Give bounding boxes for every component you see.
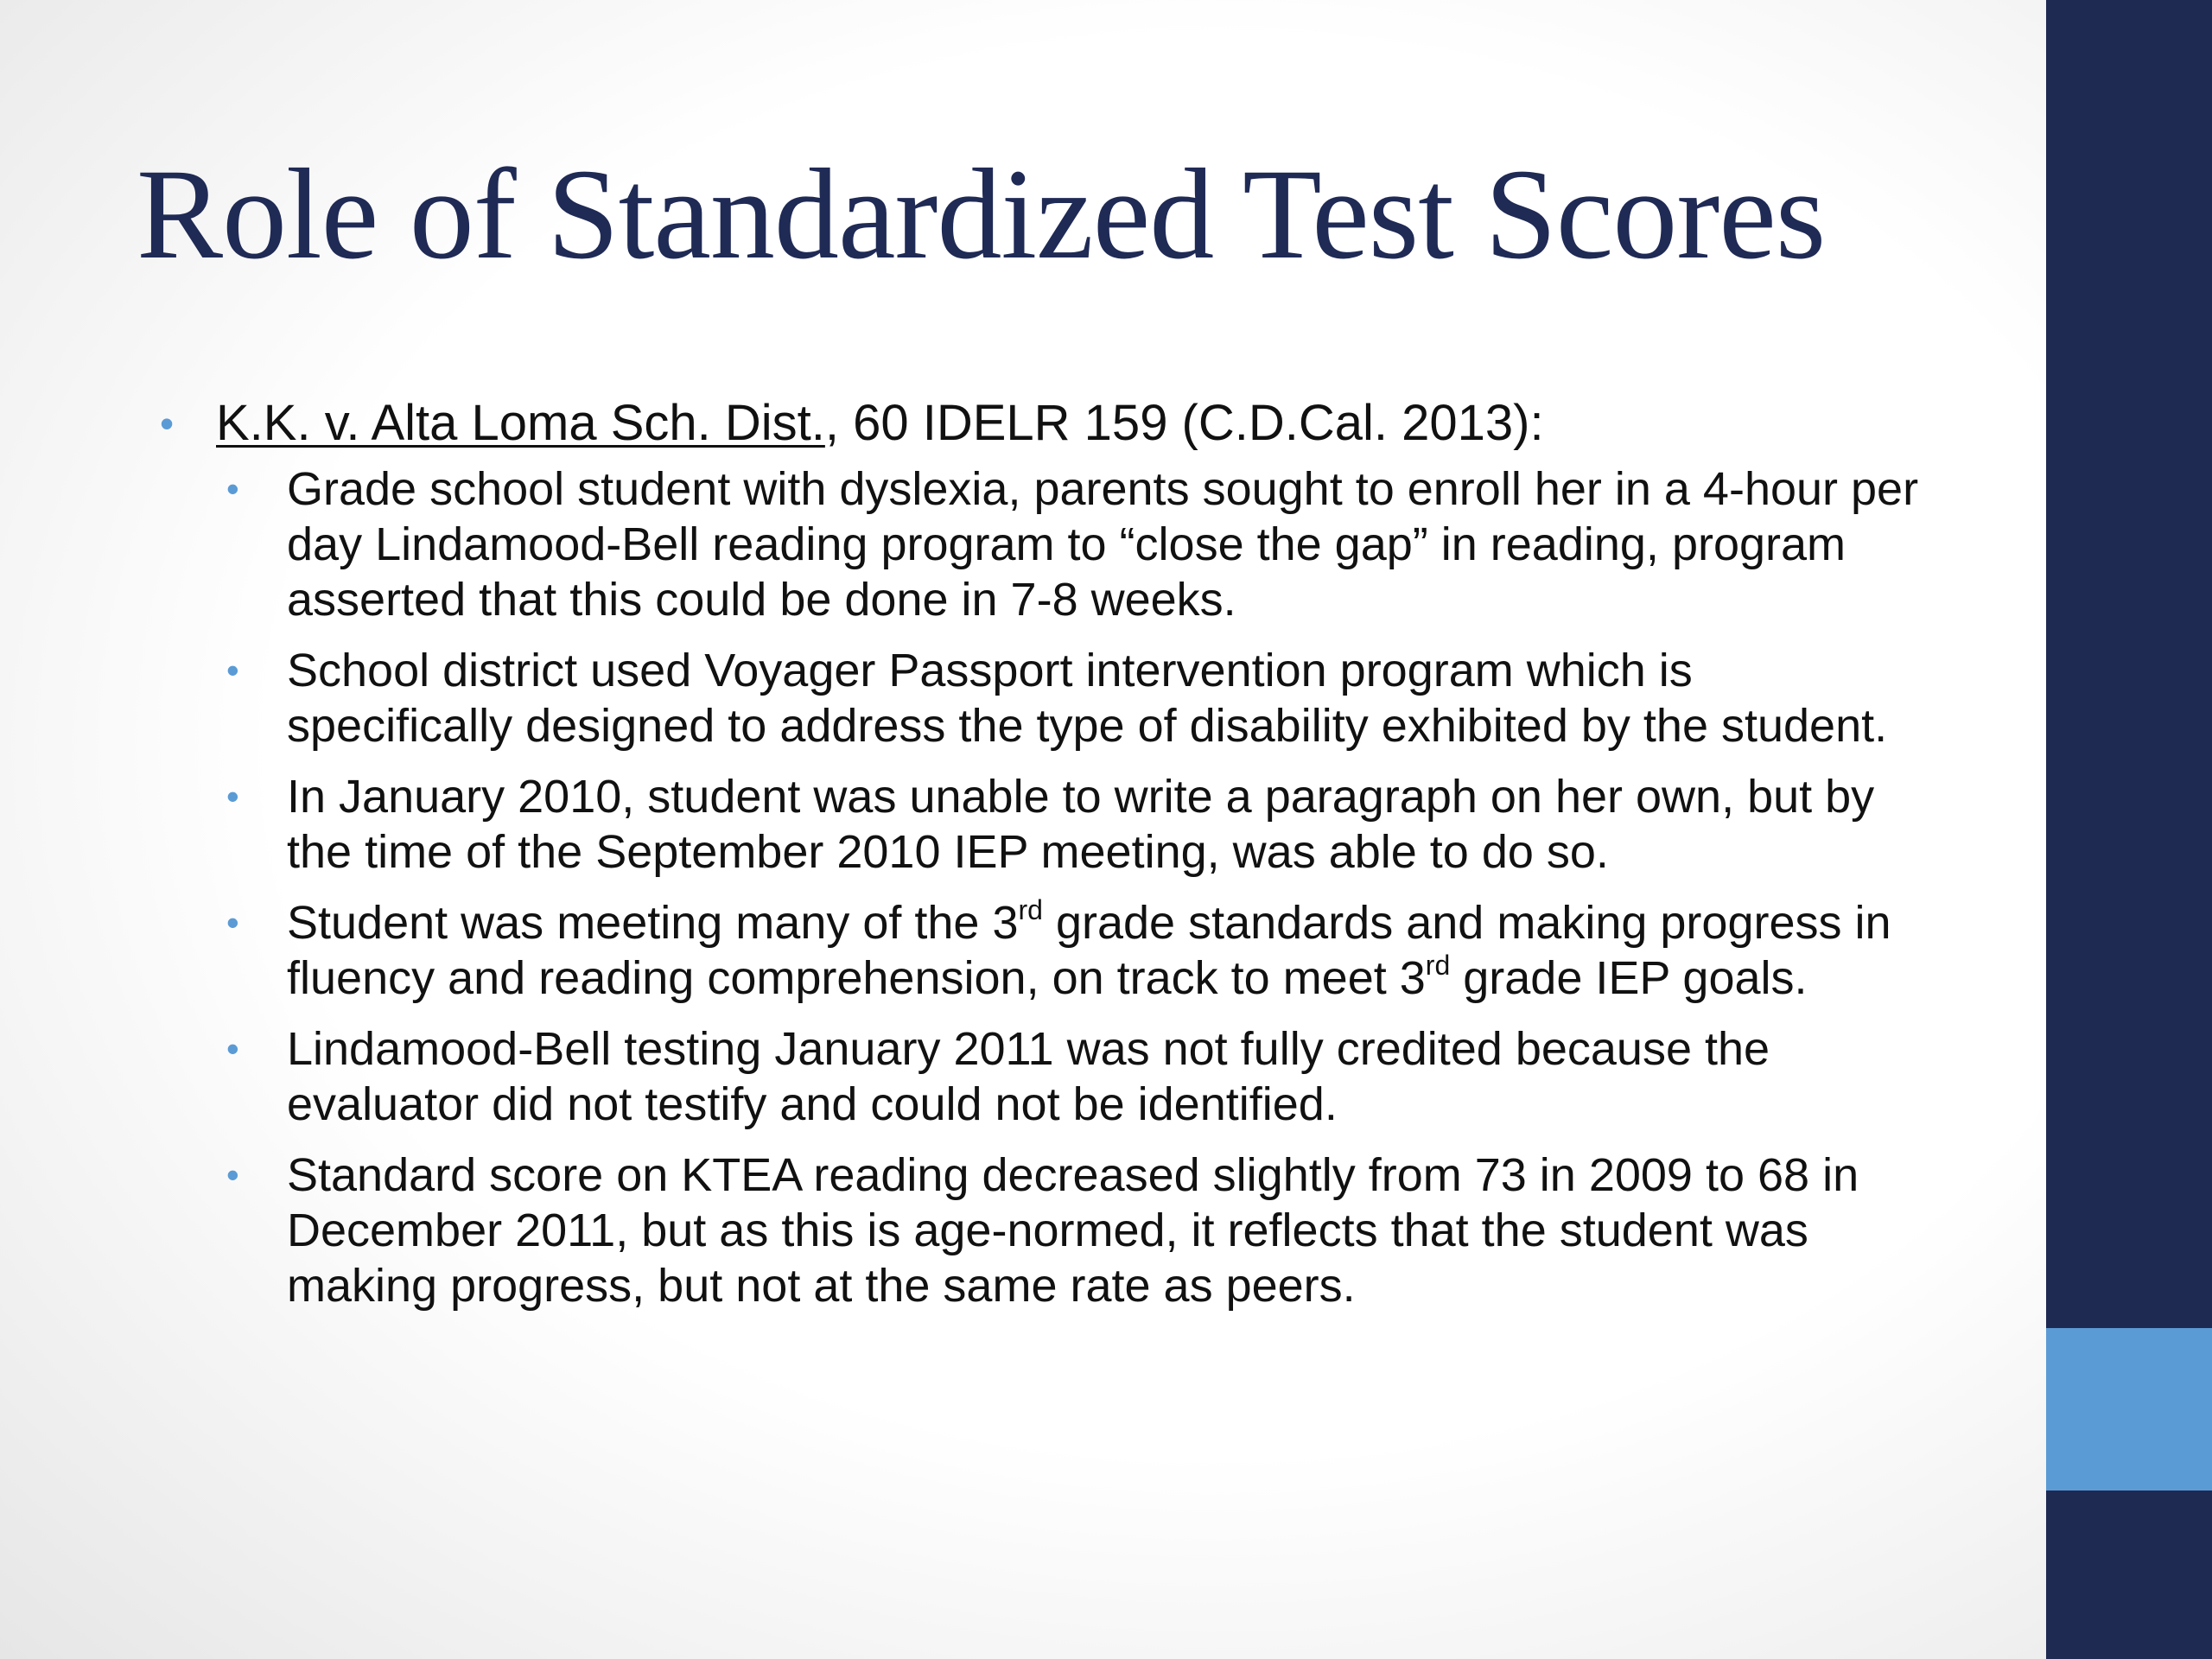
sub-bullet-text-part3: grade IEP goals. — [1450, 952, 1808, 1004]
sub-bullet-text-part2: grade standards and making progress in fluency and reading comprehension, on track to meet 3 — [287, 897, 1891, 1004]
bullet-icon: • — [226, 902, 239, 943]
sub-bullet-text: Lindamood-Bell testing January 2011 was not fully credited because the evaluator did not testify and could not be identified. — [287, 1023, 1770, 1130]
slide-title: Role of Standardized Test Scores — [137, 143, 1826, 286]
sub-bullet-list — [156, 461, 1936, 1313]
sub-bullet-2 — [226, 643, 1929, 753]
slide-content — [156, 389, 1936, 1313]
sub-bullet-text: In January 2010, student was unable to write a paragraph on her own, but by the time of the September 2010 IEP meeting, was able to do so. — [287, 771, 1875, 878]
bullet-icon: • — [226, 1028, 239, 1069]
sub-bullet-6 — [226, 1147, 1929, 1313]
bullet-icon: • — [226, 650, 239, 690]
superscript-ordinal: rd — [1425, 950, 1451, 981]
sub-bullet-3 — [226, 769, 1929, 880]
case-name: K.K. v. Alta Loma Sch. Dist. — [216, 395, 825, 451]
sub-bullet-5 — [226, 1021, 1929, 1132]
bullet-icon: • — [226, 776, 239, 817]
sub-bullet-1 — [226, 461, 1929, 627]
sub-bullet-text-part1: Student was meeting many of the 3 — [287, 897, 1019, 949]
superscript-ordinal: rd — [1018, 894, 1043, 925]
side-accent-block — [2046, 1328, 2212, 1491]
sub-bullet-text: Standard score on KTEA reading decreased slightly from 73 in 2009 to 68 in December 2011, but as this is age-normed, it reflects that the student was making progress, but not at the same rate as peers. — [287, 1149, 1859, 1312]
case-citation: , 60 IDELR 159 (C.D.Cal. 2013): — [824, 395, 1544, 451]
main-bullet — [156, 389, 1936, 458]
bullet-icon: • — [226, 468, 239, 509]
sub-bullet-4 — [226, 894, 1929, 1006]
sub-bullet-text: School district used Voyager Passport intervention program which is specifically designed to address the type of disability exhibited by the student. — [287, 645, 1888, 752]
bullet-icon: • — [226, 1154, 239, 1195]
bullet-icon: • — [160, 401, 175, 446]
sub-bullet-text: Grade school student with dyslexia, parents sought to enroll her in a 4-hour per day Lindamood-Bell reading program to “close the gap” in reading, program asserted that this could be done in 7-8 weeks. — [287, 463, 1919, 626]
